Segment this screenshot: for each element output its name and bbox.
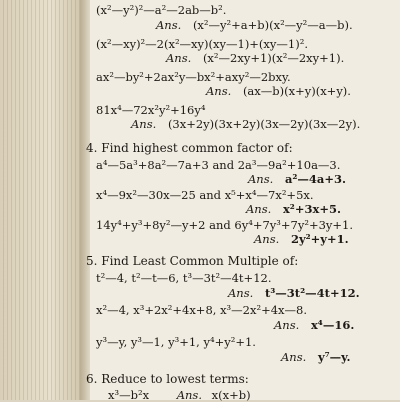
expression: a⁴—5a³+8a²—7a+3 and 2a³—9a²+10a—3.	[96, 158, 341, 172]
answer-label: Ans.	[274, 318, 300, 332]
answer-expression: t³—3t²—4t+12.	[264, 286, 360, 300]
exercise-heading	[86, 141, 293, 155]
page-text	[86, 0, 396, 402]
answer-expression: (x²—y²+a+b)(x²—y²—a—b).	[192, 18, 353, 32]
answer-expression: y⁷—y.	[317, 350, 351, 364]
answer-label: Ans.	[246, 202, 272, 216]
answer-label: Ans.	[281, 350, 307, 364]
answer-line	[254, 232, 349, 246]
expression: 14y⁴+y³+8y²—y+2 and 6y⁴+7y³+7y²+3y+1.	[96, 218, 354, 232]
answer-expression: x(x+b)	[211, 388, 251, 402]
answer-line	[274, 318, 354, 332]
expression: ax²—by²+2ax²y—bx²+axy²—2bxy.	[96, 70, 291, 84]
answer-line	[156, 18, 353, 32]
problem-line	[96, 3, 226, 17]
answer-expression: (ax—b)(x+y)(x+y).	[242, 84, 351, 98]
answer-label: Ans.	[176, 388, 202, 402]
answer-line	[246, 202, 341, 216]
answer-expression: 2y²+y+1.	[290, 232, 349, 246]
expression: y³—y, y³—1, y³+1, y⁴+y²+1.	[96, 335, 256, 349]
answer-expression: (3x+2y)(3x+2y)(3x—2y)(3x—2y).	[167, 117, 361, 131]
answer-line	[228, 286, 360, 300]
answer-label: Ans.	[131, 117, 157, 131]
expression: (x²—xy)²—2(x²—xy)(xy—1)+(xy—1)².	[96, 37, 308, 51]
expression: x²—4, x³+2x²+4x+8, x³—2x²+4x—8.	[96, 303, 307, 317]
answer-label: Ans.	[206, 84, 232, 98]
expression: x⁴—9x²—30x—25 and x⁵+x⁴—7x²+5x.	[96, 188, 314, 202]
answer-line	[281, 350, 351, 364]
expression: (x²—y²)²—a²—2ab—b².	[96, 3, 227, 17]
answer-expression: x²+3x+5.	[282, 202, 341, 216]
answer-line	[206, 84, 351, 98]
problem-line	[96, 335, 256, 349]
heading-text: 6. Reduce to lowest terms:	[86, 372, 249, 386]
problem-line	[96, 271, 271, 285]
answer-expression: a²—4a+3.	[284, 172, 347, 186]
problem-line	[96, 303, 307, 317]
problem-line	[96, 218, 353, 232]
problem-line	[96, 103, 205, 117]
answer-line	[248, 172, 346, 186]
problem-line	[96, 70, 291, 84]
answer-line	[131, 117, 360, 131]
expression: x³—b²x	[108, 388, 150, 402]
answer-line	[166, 51, 344, 65]
exercise-heading	[86, 372, 249, 386]
heading-text: 5. Find Least Common Multiple of:	[86, 254, 299, 268]
heading-text: 4. Find highest common factor of:	[86, 141, 293, 155]
answer-label: Ans.	[248, 172, 274, 186]
problem-line	[96, 37, 308, 51]
answer-expression: (x²—2xy+1)(x²—2xy+1).	[202, 51, 345, 65]
expression: t²—4, t²—t—6, t³—3t²—4t+12.	[96, 271, 272, 285]
exercise-heading	[86, 254, 298, 268]
expression: 81x⁴—72x²y²+16y⁴	[96, 103, 206, 117]
answer-label: Ans.	[254, 232, 280, 246]
answer-label: Ans.	[156, 18, 182, 32]
problem-line	[96, 158, 340, 172]
answer-label: Ans.	[228, 286, 254, 300]
page-edges	[0, 0, 84, 400]
answer-label: Ans.	[166, 51, 192, 65]
answer-expression: x⁴—16.	[310, 318, 355, 332]
problem-line	[96, 188, 314, 202]
